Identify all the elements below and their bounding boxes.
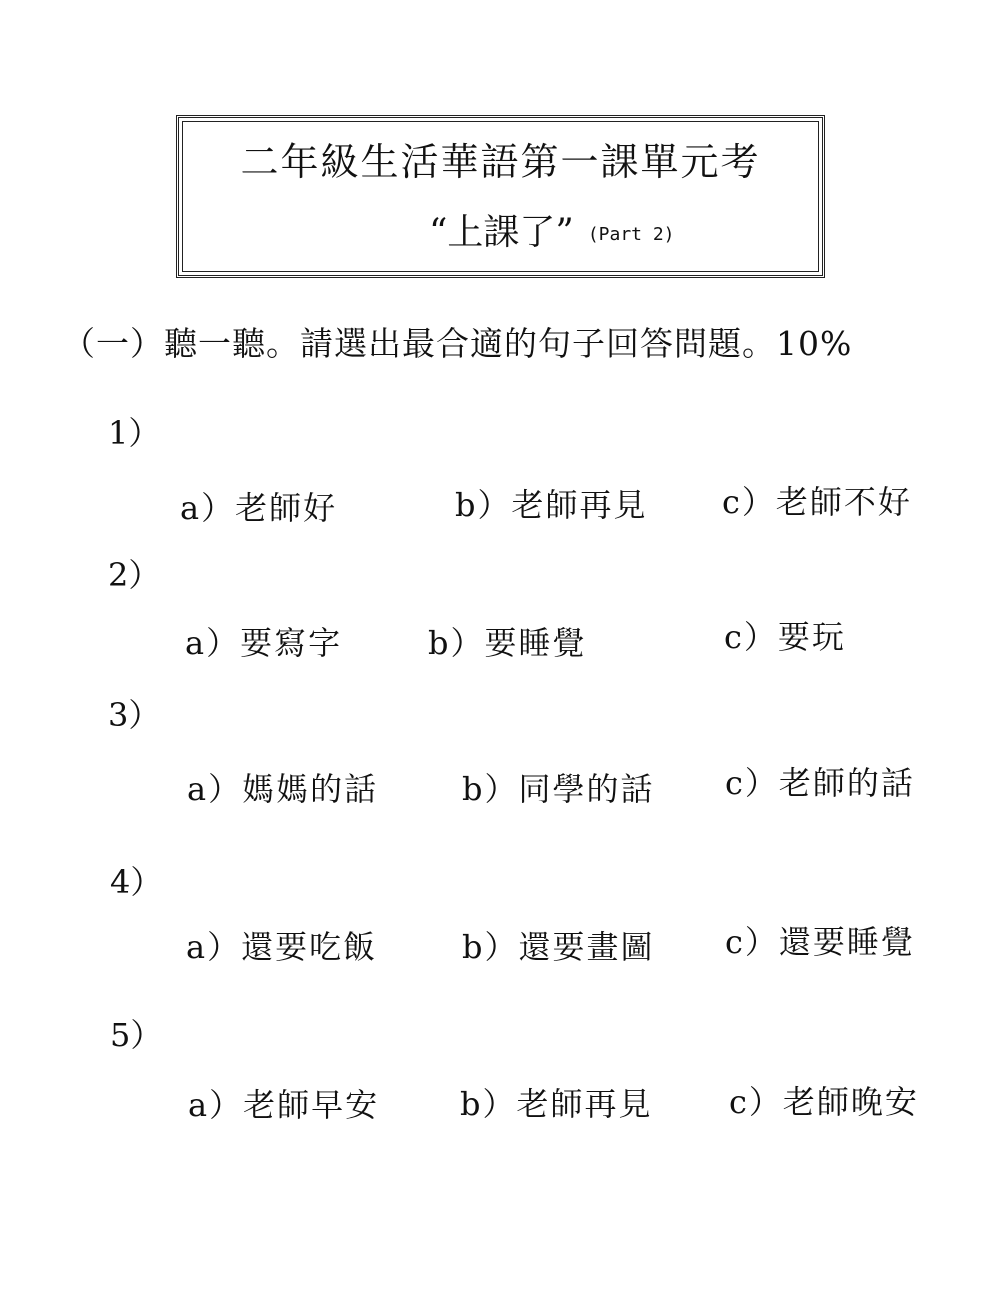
option-a[interactable]: a）老師好 — [180, 489, 338, 527]
question-number: 4） — [110, 863, 163, 901]
option-c[interactable]: c）還要睡覺 — [725, 923, 915, 961]
option-a[interactable]: a）還要吃飯 — [186, 928, 378, 966]
question-number: 3） — [108, 696, 161, 734]
question-number: 2） — [108, 556, 161, 594]
option-a[interactable]: a）要寫字 — [185, 624, 343, 662]
lesson-title: “上課了” — [429, 212, 574, 253]
option-c[interactable]: c）老師晚安 — [729, 1083, 919, 1121]
section-instruction: （一）聽一聽。請選出最合適的句子回答問題。10% — [62, 324, 853, 363]
option-a[interactable]: a）老師早安 — [188, 1086, 380, 1124]
option-c[interactable]: c）老師不好 — [722, 483, 912, 521]
option-c[interactable]: c）要玩 — [724, 618, 846, 656]
option-b[interactable]: b）要睡覺 — [428, 624, 587, 662]
option-a[interactable]: a）媽媽的話 — [187, 770, 379, 808]
option-b[interactable]: b）還要畫圖 — [462, 928, 655, 966]
option-b[interactable]: b）同學的話 — [462, 770, 655, 808]
option-c[interactable]: c）老師的話 — [725, 764, 915, 802]
worksheet-subtitle — [429, 210, 675, 258]
part-label: (Part 2) — [587, 224, 675, 245]
title-box — [176, 115, 825, 278]
question-number: 5） — [110, 1016, 163, 1054]
question-number: 1） — [108, 414, 161, 452]
option-b[interactable]: b）老師再見 — [455, 486, 648, 524]
worksheet-title: 二年級生活華語第一課單元考 — [240, 140, 761, 184]
option-b[interactable]: b）老師再見 — [460, 1085, 653, 1123]
